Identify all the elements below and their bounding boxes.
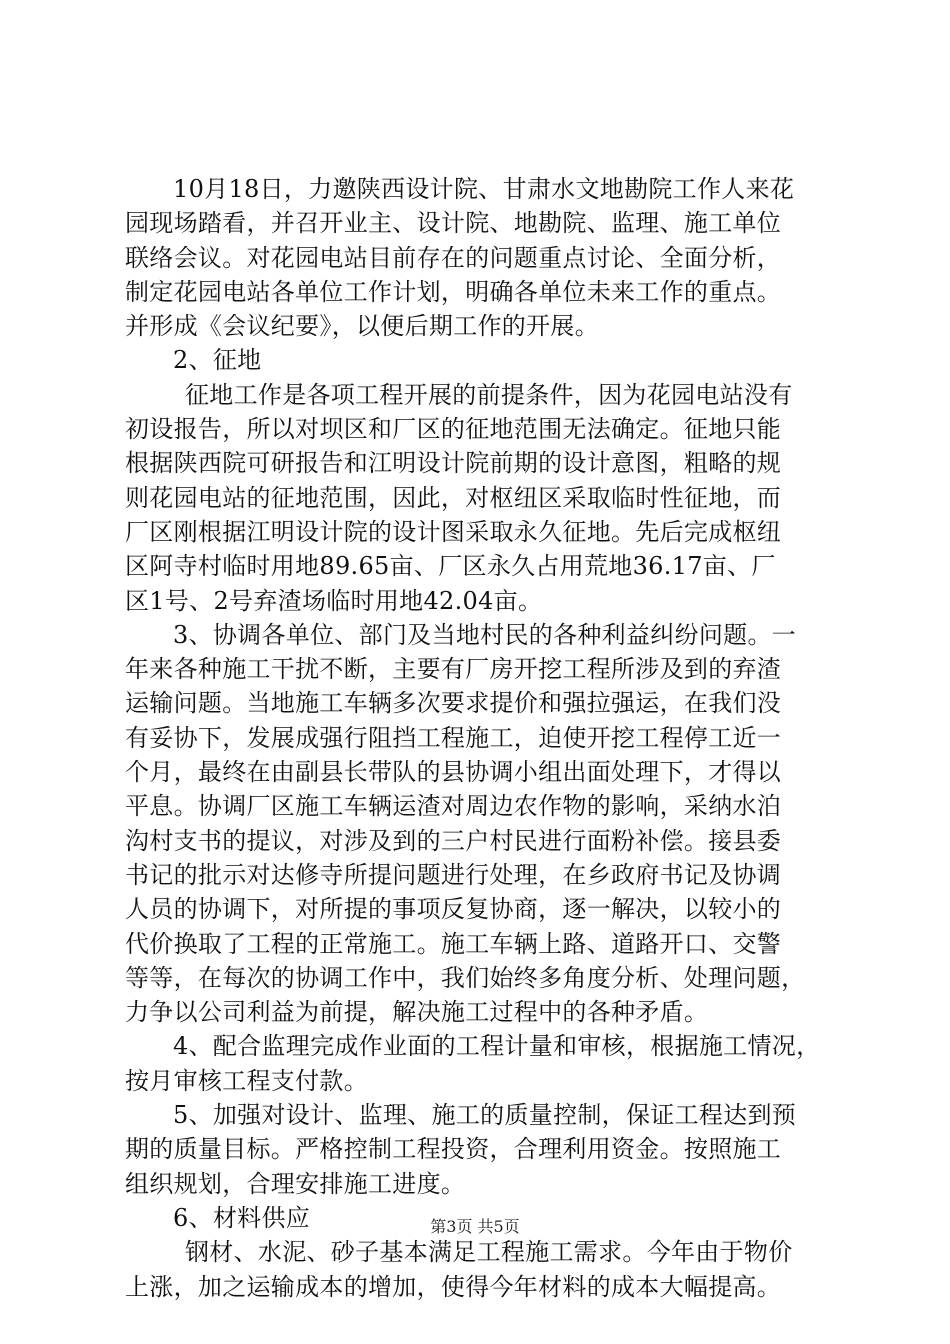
text-line: 个月，最终在由副县长带队的县协调小组出面处理下，才得以 [125,758,782,787]
text-line: 力争以公司利益为前提，解决施工过程中的各种矛盾。 [125,998,709,1027]
text-line: 运输问题。当地施工车辆多次要求提价和强拉强运，在我们没 [125,689,782,718]
text-line: 10月18日，力邀陕西设计院、甘肃水文地勘院工作人来花 [173,175,795,203]
text-line: 制定花园电站各单位工作计划，明确各单位未来工作的重点。 [125,277,782,306]
text-line: 书记的批示对达修寺所提问题进行处理，在乡政府书记及协调 [125,860,782,889]
text-line: 厂区刚根据江明设计院的设计图采取永久征地。先后完成枢纽 [125,517,782,546]
text-line: 初设报告，所以对坝区和厂区的征地范围无法确定。征地只能 [125,415,782,444]
text-line: 等等，在每次的协调工作中，我们始终多角度分析、处理问题， [125,963,806,992]
page-number-footer: 第3页 共5页 [430,1217,520,1236]
section-heading: 2、征地 [173,346,262,375]
text-line: 征地工作是各项工程开展的前提条件，因为花园电站没有 [185,380,793,409]
text-line: 3、协调各单位、部门及当地村民的各种利益纠纷问题。一 [173,620,797,649]
text-line: 期的质量目标。严格控制工程投资，合理利用资金。按照施工 [125,1135,782,1164]
text-line: 根据陕西院可研报告和江明设计院前期的设计意图，粗略的规 [125,449,782,478]
document-body [125,172,835,1304]
text-line: 区1号、2号弃渣场临时用地42.04亩。 [125,586,543,615]
text-line: 4、配合监理完成作业面的工程计量和审核，根据施工情况， [173,1032,821,1061]
text-line: 代价换取了工程的正常施工。施工车辆上路、道路开口、交警 [125,929,782,958]
section-heading: 6、材料供应 [173,1203,311,1232]
text-line: 区阿寺村临时用地89.65亩、厂区永久占用荒地36.17亩、厂 [125,552,776,581]
text-line: 有妥协下，发展成强行阻挡工程施工，迫使开挖工程停工近一 [125,723,782,752]
text-line: 则花园电站的征地范围，因此，对枢纽区采取临时性征地，而 [125,483,782,512]
text-line: 年来各种施工干扰不断，主要有厂房开挖工程所涉及到的弃渣 [125,655,782,684]
text-line: 园现场踏看，并召开业主、设计院、地勘院、监理、施工单位 [125,209,782,238]
text-line: 5、加强对设计、监理、施工的质量控制，保证工程达到预 [173,1101,797,1130]
text-line: 按月审核工程支付款。 [125,1066,368,1095]
text-line: 上涨，加之运输成本的增加，使得今年材料的成本大幅提高。 [125,1272,782,1301]
text-line: 沟村支书的提议，对涉及到的三户村民进行面粉补偿。接县委 [125,826,782,855]
text-line: 平息。协调厂区施工车辆运渣对周边农作物的影响，采纳水泊 [125,792,782,821]
text-line: 并形成《会议纪要》，以便后期工作的开展。 [125,312,599,341]
text-line: 联络会议。对花园电站目前存在的问题重点讨论、全面分析， [125,243,782,272]
text-line: 钢材、水泥、砂子基本满足工程施工需求。今年由于物价 [185,1238,793,1267]
text-line: 组织规划，合理安排施工进度。 [125,1169,466,1198]
text-line: 人员的协调下，对所提的事项反复协商，逐一解决，以较小的 [125,895,782,924]
